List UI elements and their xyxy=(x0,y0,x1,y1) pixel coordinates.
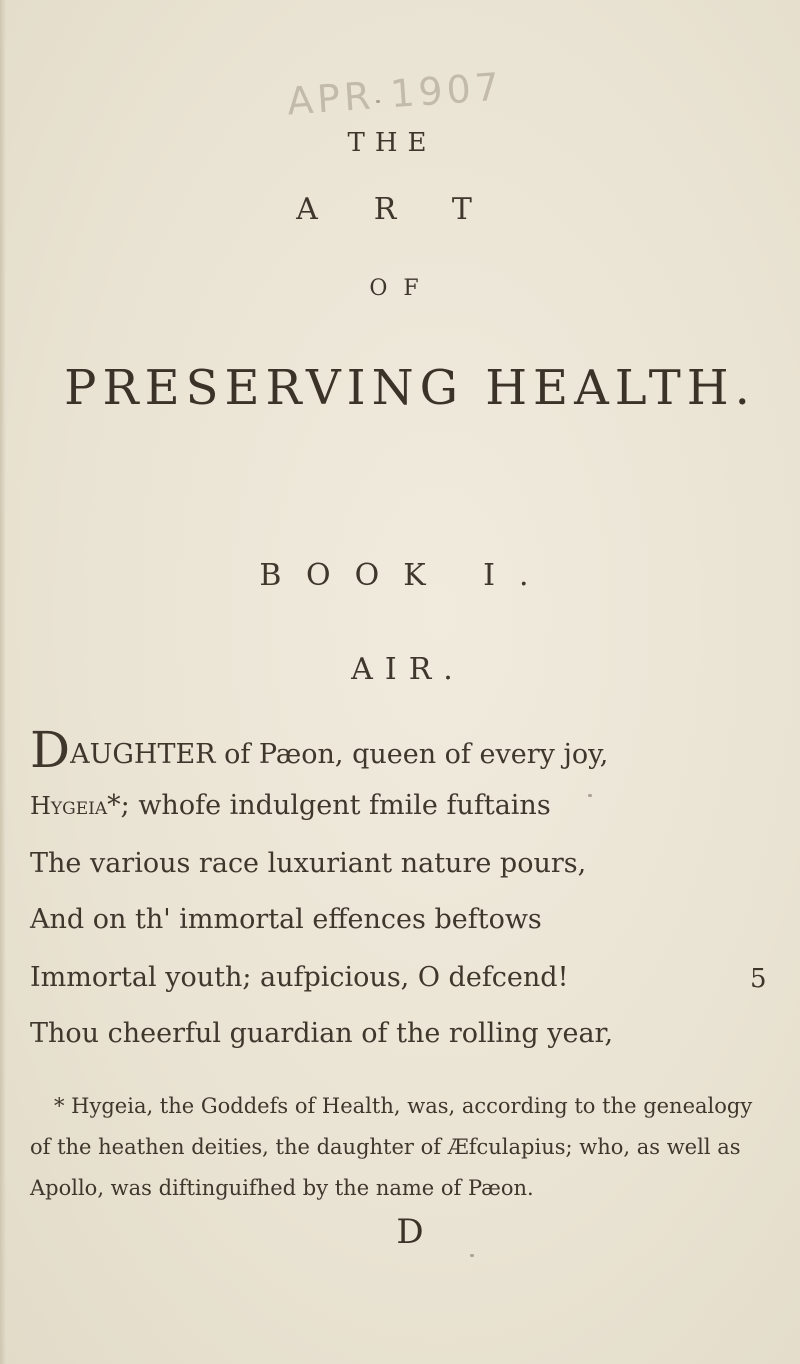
ink-speck xyxy=(470,1254,474,1257)
title-word-art: ART xyxy=(296,192,528,227)
drop-cap: D xyxy=(30,721,71,779)
verse-line-4: And on th' immortal effences beftows xyxy=(30,904,542,935)
verse-line-3: The various race luxuriant nature pours, xyxy=(30,848,587,879)
section-heading: AIR. xyxy=(351,652,465,687)
page-edge-shadow xyxy=(0,0,6,1364)
footnote: * Hygeia, the Goddefs of Health, was, according to the genealogy of the heathen deities, the daughter of Æfculapius; who, as well as Apollo, was diftinguifhed by the name of Pæon. xyxy=(30,1094,753,1200)
title-word-of: OF xyxy=(369,276,435,301)
hygeia-name: Hygeia xyxy=(30,792,108,820)
line-number: 5 xyxy=(750,964,767,994)
ink-speck xyxy=(588,794,592,797)
verse-line-1-text: AUGHTER of Pæon, queen of every joy, xyxy=(70,739,609,770)
signature-mark: D xyxy=(396,1212,424,1252)
book-heading: BOOK I. xyxy=(259,558,553,593)
verse-line-1 xyxy=(30,721,650,779)
verse-line-2-text: *; whofe indulgent fmile fuftains xyxy=(107,790,551,821)
page-title: PRESERVING HEALTH. xyxy=(64,360,756,416)
title-word-the: THE xyxy=(347,128,437,158)
ink-speck xyxy=(376,100,380,103)
verse-line-6: Thou cheerful guardian of the rolling year, xyxy=(30,1018,614,1049)
verse-line-5: Immortal youth; aufpicious, O defcend! xyxy=(30,962,569,993)
library-stamp: APR 1907 xyxy=(285,64,505,124)
verse-line-2 xyxy=(30,790,650,821)
